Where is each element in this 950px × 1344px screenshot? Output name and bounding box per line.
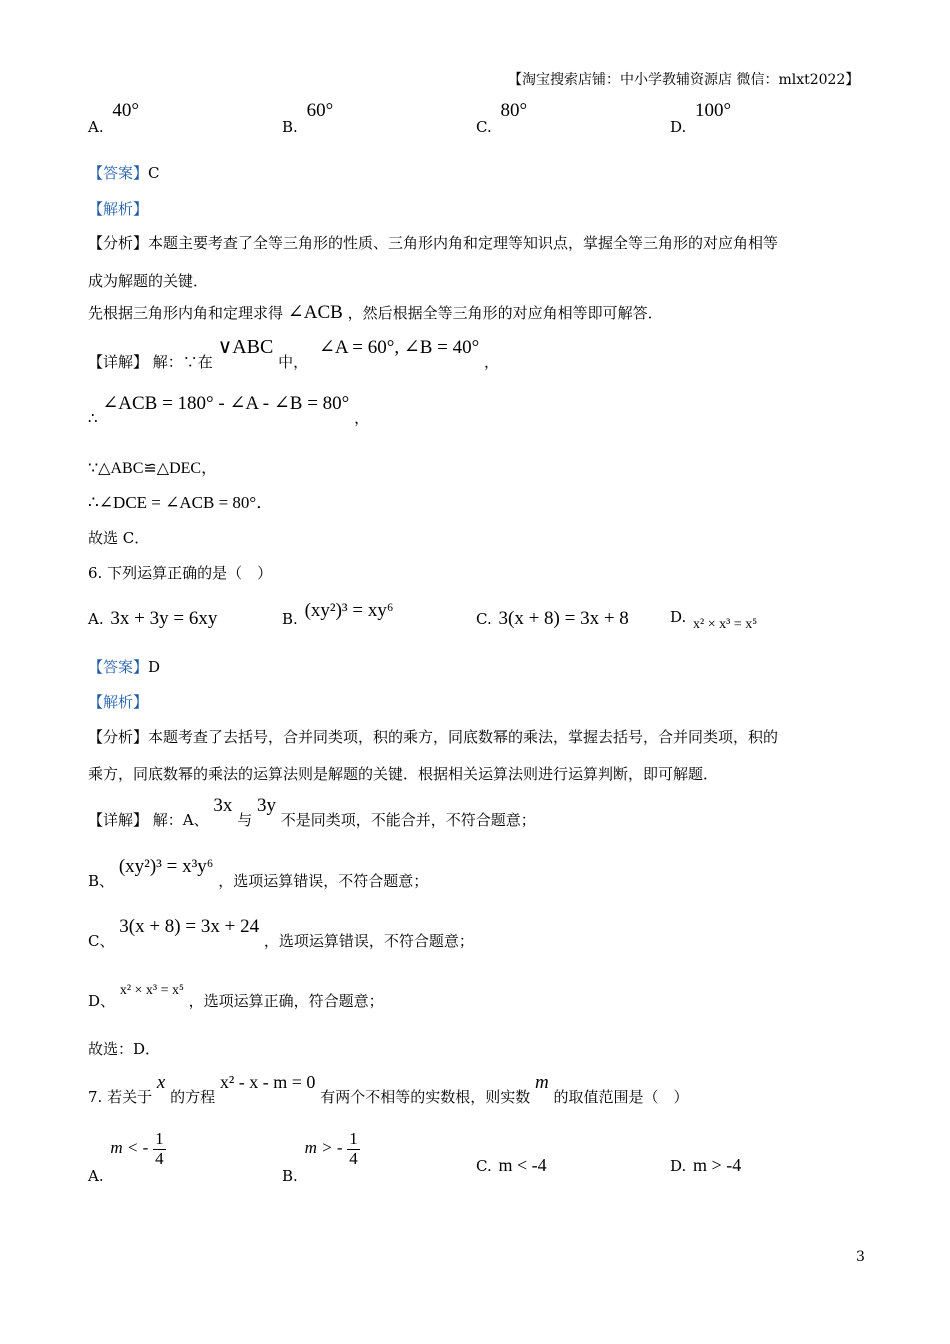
option-lhs: m > - <box>304 1138 343 1158</box>
fraction-numerator: 1 <box>349 1129 358 1148</box>
q6-fenxi-line1 <box>88 726 778 747</box>
detail-c-prefix: C、 <box>88 932 115 950</box>
fenxi-text: 本题主要考查了全等三角形的性质、三角形内角和定理等知识点，掌握全等三角形的对应角相等 <box>148 234 779 252</box>
fraction-numerator: 1 <box>155 1129 164 1148</box>
option-value: 3x + 3y = 6xy <box>110 608 218 629</box>
q7-text-1: 7. 若关于 <box>88 1088 153 1106</box>
q7-var-x: x <box>156 1072 166 1093</box>
detail-a-term2: 3y <box>257 795 276 816</box>
q6-option-c <box>476 608 629 630</box>
fenxi-text: 本题考查了去括号，合并同类项，积的乘方，同底数幂的乘法，掌握去括号，合并同类项，积的 <box>148 728 779 746</box>
fenxi-tag: 【分析】 <box>88 728 149 746</box>
option-value: 80° <box>500 100 528 121</box>
q7-text-2: 的方程 <box>170 1088 216 1106</box>
method-math: ∠ACB <box>287 302 343 323</box>
option-label: C. <box>476 610 492 628</box>
option-label: D. <box>670 1157 687 1175</box>
q6-option-b <box>282 600 394 628</box>
page-number: 3 <box>856 1249 865 1265</box>
option-label: B. <box>282 610 298 628</box>
detail-d-math: x² × x³ = x⁵ <box>119 983 184 998</box>
q6-option-d <box>670 608 758 632</box>
q5-step2: ∵△ABC≌△DEC， <box>88 460 218 477</box>
detail-b-suffix: ，选项运算错误，不符合题意； <box>218 872 429 890</box>
q5-fenxi-line2: 成为解题的关键． <box>88 272 209 290</box>
q5-conclusion: 故选 C． <box>88 529 150 547</box>
detail-c-math: 3(x + 8) = 3x + 24 <box>119 916 260 937</box>
detail-tag: 【详解】 <box>88 811 149 829</box>
q7-option-a <box>88 1129 166 1186</box>
q7-text-4: 的取值范围是（ ） <box>553 1088 689 1106</box>
option-label: C. <box>476 118 492 136</box>
q7-title <box>88 1072 689 1106</box>
method-suffix: ，然后根据全等三角形的对应角相等即可解答． <box>347 304 663 322</box>
option-fraction <box>347 1130 360 1168</box>
answer-tag: 【答案】 <box>88 658 149 676</box>
option-label: A. <box>88 610 104 628</box>
answer-value: C <box>148 164 160 182</box>
q7-option-b <box>282 1129 360 1186</box>
q5-analysis-tag: 【解析】 <box>88 200 149 218</box>
q6-option-a <box>88 608 217 630</box>
q5-step3: ∴∠DCE = ∠ACB = 80°． <box>88 493 274 512</box>
detail-d-suffix: ，选项运算正确，符合题意； <box>188 992 384 1010</box>
fraction-denominator: 4 <box>155 1148 164 1168</box>
option-lhs: m < - <box>110 1138 149 1158</box>
option-label: A. <box>88 1167 104 1186</box>
q5-step1 <box>88 392 370 427</box>
q5-option-a <box>88 100 139 136</box>
q6-answer <box>88 656 160 677</box>
option-label: C. <box>476 1157 492 1175</box>
q5-option-b <box>282 100 334 136</box>
detail-mid: 中， <box>278 353 309 371</box>
option-value: 60° <box>306 100 334 121</box>
detail-triangle: ∨ABC <box>217 336 274 358</box>
q5-method <box>88 301 663 324</box>
q6-analysis-tag: 【解析】 <box>88 693 149 711</box>
detail-a-term1: 3x <box>213 795 233 816</box>
detail-a-prefix: 解：A、 <box>152 811 209 829</box>
detail-a-mid: 与 <box>237 811 253 829</box>
detail-b-math: (xy²)³ = x³y⁶ <box>118 856 214 877</box>
answer-tag: 【答案】 <box>88 164 149 182</box>
q6-detail-c <box>88 916 474 950</box>
detail-c-suffix: ，选项运算错误，不符合题意； <box>263 932 474 950</box>
option-value: 100° <box>695 100 732 121</box>
option-label: B. <box>282 1167 298 1186</box>
answer-value: D <box>148 658 161 676</box>
q5-option-c <box>476 100 528 136</box>
q5-fenxi-line1 <box>88 232 778 253</box>
fraction-denominator: 4 <box>349 1148 358 1168</box>
q6-title: 6. 下列运算正确的是（ ） <box>88 564 273 582</box>
q7-option-c <box>476 1155 547 1176</box>
option-label: D. <box>670 118 687 136</box>
option-value: m < -4 <box>498 1155 547 1175</box>
detail-d-prefix: D、 <box>88 992 116 1010</box>
option-label: B. <box>282 118 298 136</box>
option-value: 3(x + 8) = 3x + 8 <box>498 608 629 629</box>
option-value: m > -4 <box>693 1155 742 1175</box>
method-prefix: 先根据三角形内角和定理求得 <box>88 304 284 322</box>
step1-end: ， <box>354 409 370 427</box>
option-value: (xy²)³ = xy⁶ <box>304 600 394 621</box>
q6-conclusion: 故选：D． <box>88 1040 161 1058</box>
header-note: 【淘宝搜索店铺：中小学教辅资源店 微信：mlxt2022】 <box>508 72 860 88</box>
fenxi-tag: 【分析】 <box>88 234 149 252</box>
detail-tag: 【详解】 <box>88 353 149 371</box>
option-label: A. <box>88 118 104 136</box>
q6-detail-a <box>88 795 536 829</box>
q7-equation: x² - x - m = 0 <box>219 1072 316 1092</box>
step1-math: ∠ACB = 180° - ∠A - ∠B = 80° <box>102 393 350 414</box>
detail-prefix: 解：∵在 <box>152 353 213 371</box>
q6-fenxi-line2: 乘方，同底数幂的乘法的运算法则是解题的关键．根据相关运算法则进行运算判断，即可解题． <box>88 765 719 783</box>
detail-end: ， <box>484 353 500 371</box>
option-value: x² × x³ = x⁵ <box>693 617 758 632</box>
q7-option-d <box>670 1155 741 1176</box>
option-label: D. <box>670 608 687 626</box>
option-fraction <box>153 1130 166 1168</box>
q6-detail-b <box>88 856 429 890</box>
q6-detail-d <box>88 978 384 1010</box>
q5-answer <box>88 162 160 183</box>
option-value: 40° <box>112 100 139 121</box>
q7-text-3: 有两个不相等的实数根，则实数 <box>320 1088 531 1106</box>
q5-option-d <box>670 100 732 136</box>
q7-var-m: m <box>535 1072 549 1093</box>
step1-prefix: ∴ <box>88 409 98 427</box>
detail-math: ∠A = 60°, ∠B = 40° <box>318 337 480 358</box>
q5-detail <box>88 334 500 371</box>
detail-a-suffix: 不是同类项，不能合并，不符合题意； <box>280 811 536 829</box>
detail-b-prefix: B、 <box>88 872 115 890</box>
